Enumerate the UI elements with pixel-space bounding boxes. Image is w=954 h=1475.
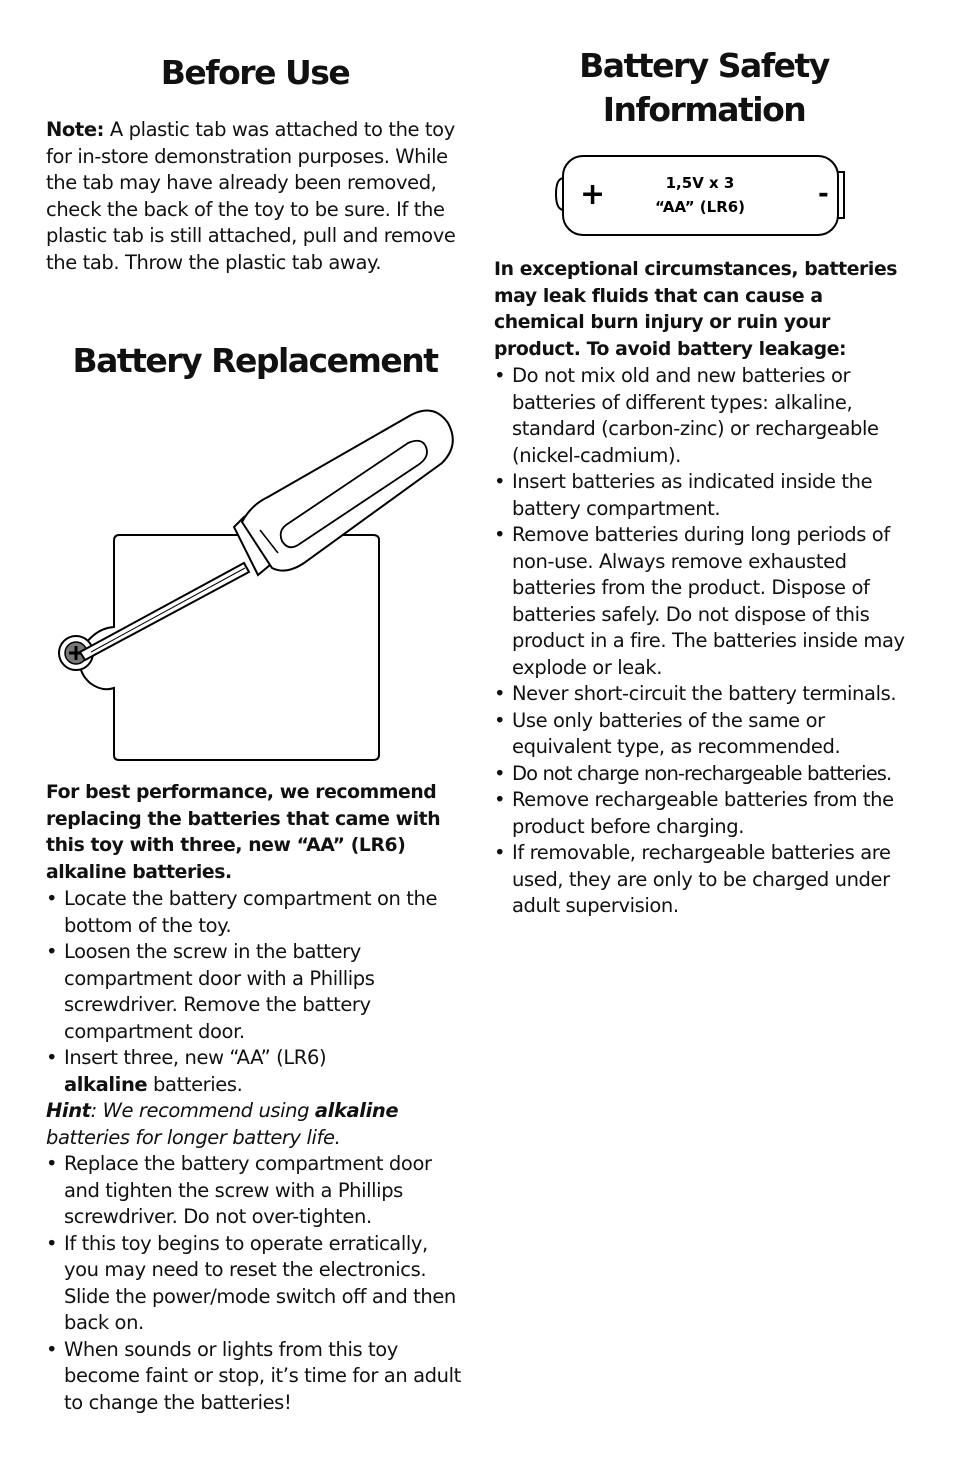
list-item: • Insert batteries as indicated inside the battery compartment. [494,470,873,520]
battery-replacement-heading: Battery Replacement [72,341,438,380]
battery-safety-instructions [494,257,914,920]
battery-voltage-label: 1,5V x 3 [665,174,735,192]
minus-sign: - [818,179,829,209]
screwdriver-illustration [46,405,464,765]
safety-list [494,363,914,920]
battery-type-label: “AA” (LR6) [654,198,746,216]
battery-safety-heading: Battery Safety Information [579,46,829,129]
list-item: • Do not charge non-rechargeable batteries. [494,761,892,785]
list-item: • If this toy begins to operate erratically, you may need to reset the electronics. Slide the power/mode switch off and then back on. [46,1231,456,1334]
before-use-heading: Before Use [160,53,350,92]
plus-sign: + [580,177,606,212]
battery-door-shape [80,535,379,760]
list-item: • Never short-circuit the battery terminals. [494,682,897,705]
note-label: Note: [46,118,105,141]
replacement-lead: For best performance, we recommend replacing the batteries that came with this toy with three, new “AA” (LR6) alkaline batteries. [46,782,441,883]
hint-text: Hint: We recommend using alkaline batteries for longer battery life. [46,1099,399,1149]
battery-diagram [552,150,848,240]
list-item: • Use only batteries of the same or equivalent type, as recommended. [494,708,841,758]
safety-lead: In exceptional circumstances, batteries may leak fluids that can cause a chemical burn injury or ruin your product. To avoid battery leakage: [494,259,898,360]
note-text: A plastic tab was attached to the toy for in-store demonstration purposes. While the tab may have already been removed, check the back of the toy to be sure. If the plastic tab is still attached, pull and remove the tab. Throw the plastic tab away. [46,118,456,274]
list-item: • Locate the battery compartment on the bottom of the toy. [46,887,438,937]
before-use-note [46,117,464,276]
list-item: • Replace the battery compartment door and tighten the screw with a Phillips screwdriver. Do not over-tighten. [46,1152,432,1228]
list-item: • Do not mix old and new batteries or batteries of different types: alkaline, standard (carbon-zinc) or rechargeable (nickel-cadmium). [494,364,879,467]
replacement-list-continued [46,1151,464,1416]
list-item: • If removable, rechargeable batteries are used, they are only to be charged under adult supervision. [494,841,891,917]
list-item: • Remove batteries during long periods of non-use. Always remove exhausted batteries from the product. Dispose of batteries safely. Do not dispose of this product in a fire. The batteries inside may explode or leak. [494,523,905,679]
battery-replacement-instructions [46,780,464,1416]
replacement-list [46,886,464,1098]
list-item: • When sounds or lights from this toy become faint or stop, it’s time for an adult to change the batteries! [46,1337,461,1414]
list-item: • Loosen the screw in the battery compartment door with a Phillips screwdriver. Remove the battery compartment door. [46,940,375,1043]
list-item: • Insert three, new “AA” (LR6) alkaline batteries. [46,1046,327,1096]
list-item: • Remove rechargeable batteries from the product before charging. [494,788,894,838]
